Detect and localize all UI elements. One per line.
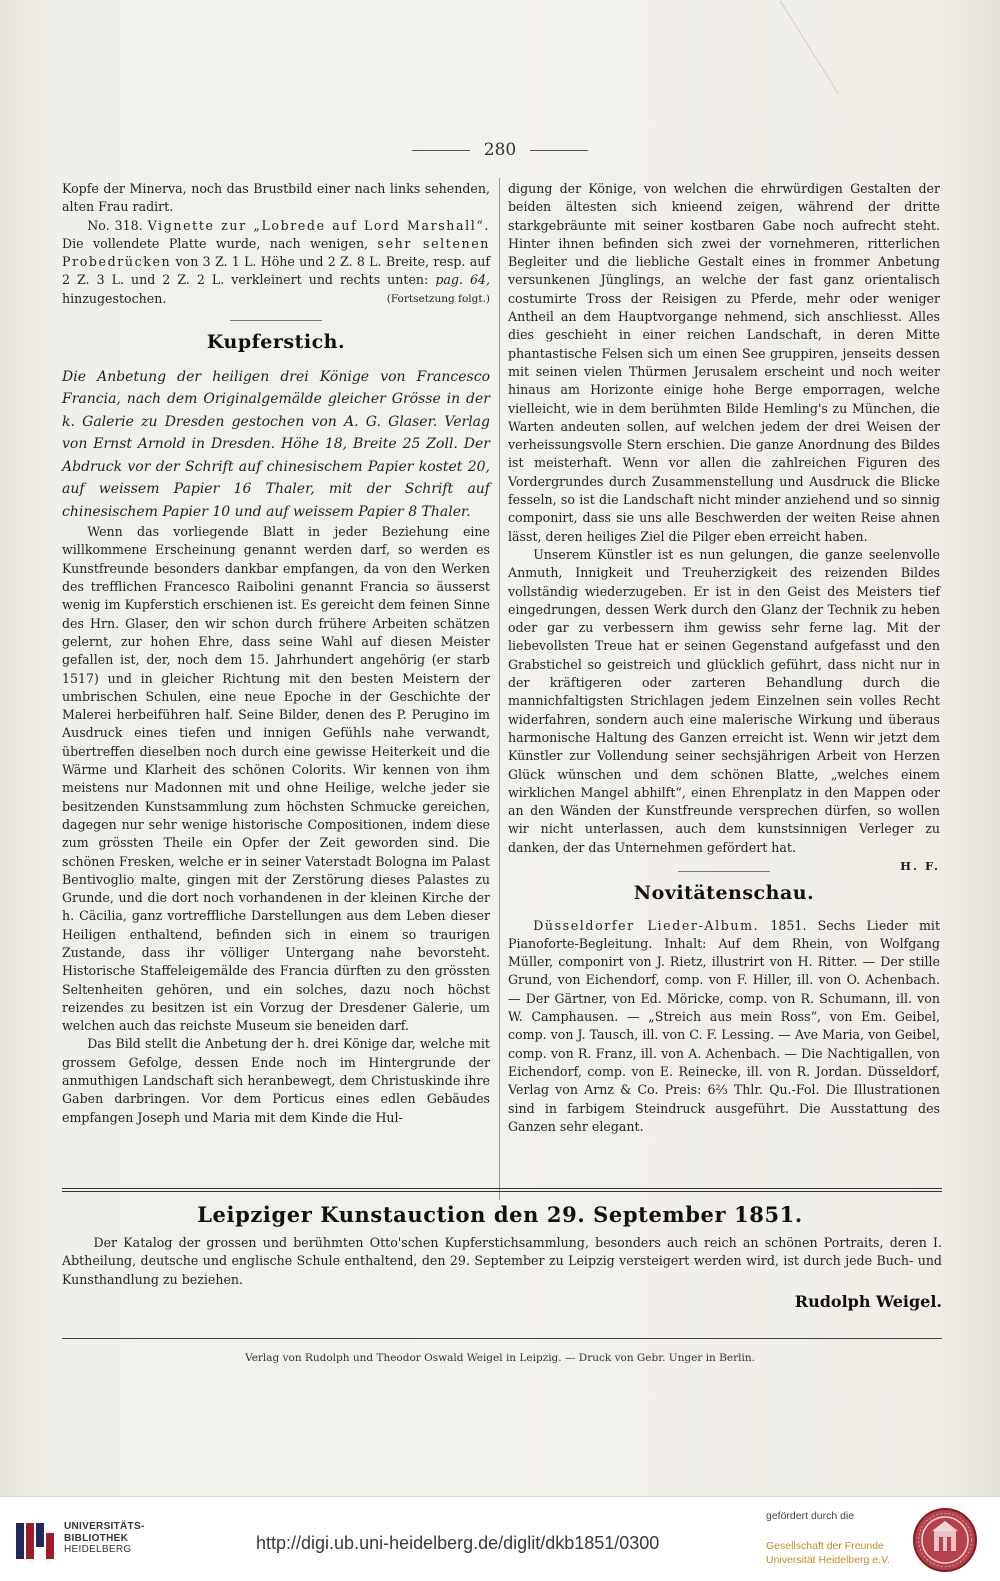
library-name	[64, 1521, 145, 1556]
sponsor-name-2: Universität Heidelberg e.V.	[766, 1554, 890, 1566]
novitaet-title: Düsseldorfer Lieder-Album.	[533, 917, 760, 933]
review-signoff: H. F.	[900, 858, 940, 873]
digitization-footer	[0, 1496, 1000, 1581]
review-paragraph-1: Wenn das vorliegende Blatt in jeder Beziehung eine willkommene Erscheinung genannt werden darf, so werden es Kunstfreunde besonders dankbar empfangen, da von den Werken des trefflichen Francesco Raibolini genannt Francia so äusserst wenig im Kupferstich erschienen ist. Es gereicht dem feinen Sinne des Hrn. Glaser, den wir schon durch frühere Arbeiten schätzen gelernt, zur hohen Ehre, dass seine Wahl auf diesen Meister gefallen ist, der, noch dem 15. Jahrhundert angehörig (er starb 1517) und in gleicher Richtung mit den besten Meistern der umbrischen Schulen, eine neue Epoche in der Geschichte der Malerei herbeiführen half. Seine Bilder, denen des P. Perugino im Ausdruck eines tiefen und innigen Gefühls nahe verwandt, übertreffen dieselben noch durch eine gewisse Heiterkeit und die Wärme und Klarheit des schönen Colorits. Wir kennen von ihm meistens nur Madonnen mit und ohne Heilige, welche jeder sie besitzenden Kunstsammlung zum höchsten Schmucke gereichen, dagegen nur sehr wenige historische Compositionen, indem diese zum grössten Theile ein Opfer der Zeit geworden sind. Die schönen Fresken, welche er in seiner Vaterstadt Bologna im Palast Bentivoglio malte, gingen mit der Zerstörung dieses Palastes zu Grunde, und die dort noch vorhandenen in der kleinen Kirche der h. Cäcilia, ganz vortreffliche Darstellungen aus dem Leben dieser Heiligen enthaltend, befinden sich in einem so traurigen Zustande, dass ihr völliger Untergang nahe bevorsteht. Historische Staffeleigemälde des Francia dürften zu den grössten Seltenheiten gehören, und ein solches, dazu noch höchst reizendes zu besitzen ist ein Vorzug der Dresdener Galerie, um welchen auch das reichste Museum sie beneiden darf.	[62, 524, 490, 1034]
section-rule	[230, 320, 322, 321]
novitaet-text: 1851. Sechs Lieder mit Pianoforte-Begleitung. Inhalt: Auf dem Rhein, von Wolfgang Müller, componirt von J. Rietz, illustrirt von H. Ritter. — Der stille Grund, von Eichendorf, comp. von F. Hiller, ill. von O. Achenbach. — Der Gärtner, von Ed. Möricke, comp. von R. Schumann, ill. von W. Camphausen. — „Streich aus mein Ross“, von Em. Geibel, comp. von J. Tausch, ill. von C. F. Lessing. — Ave Maria, von Geibel, comp. von R. Franz, ill. von A. Achenbach. — Die Nachtigallen, von Eichendorf, comp. von E. Reinecke, ill. von R. Jordan. Düsseldorf, Verlag von Arnz & Co. Preis: 6⅔ Thlr. Qu.-Fol. Die Illustrationen sind in farbigem Steindruck ausgeführt. Die Ausstattung des Ganzen sehr elegant.	[508, 917, 941, 1134]
auction-notice	[62, 1234, 942, 1289]
library-line-1: UNIVERSITÄTS-	[64, 1521, 145, 1532]
continuation-paragraph: Kopfe der Minerva, noch das Brustbild einer nach links sehenden, alten Frau radirt.	[62, 181, 490, 215]
review-paragraph-4: Unserem Künstler ist es nun gelungen, die ganze seelenvolle Anmuth, Innigkeit und Treuherzigkeit des reizenden Bildes vollständig wiederzugeben. Er ist in den Geist des Meisters tief eingedrungen, dessen Werk durch den Glanz der Technik zu heben oder gar zu verbessern ihm gewiss sehr ferne lag. Mit der liebevollsten Treue hat er seinen Gegenstand aufgefasst und den Grabstichel so geistreich und glücklich geführt, dass nicht nur in der kräftigeren oder zarteren Behandlung durch die mannichfaltigsten Strichlagen jedem Einzelnen sein volles Recht widerfahren, sondern auch eine malerische Wirkung und überaus harmonische Haltung des Ganzen erreicht ist. Wenn wir jetzt dem Künstler zur Vollendung seiner sechsjährigen Arbeit von Herzen Glück wünschen und dem schönen Blatte, „welches einem wirklichen Mangel abhilft“, einen Ehrenplatz in den Mappen oder an den Wänden der Kunstfreunde versprechen dürfen, so wollen wir nicht unterlassen, auch dem kunstsinnigen Verleger zu danken, der das Unternehmen gefördert hat.	[508, 546, 940, 855]
library-line-2: BIBLIOTHEK	[64, 1532, 129, 1544]
entry-spaced-text: sehr seltenen Probedrücken	[62, 235, 490, 270]
ub-heidelberg-logo-icon	[14, 1519, 58, 1563]
permalink[interactable]: http://digi.ub.uni-heidelberg.de/diglit/dkb1851/0300	[256, 1533, 660, 1553]
library-line-3: HEIDELBERG	[64, 1544, 132, 1555]
imprint-line: Verlag von Rudolph und Theodor Oswald Weigel in Leipzig. — Druck von Gebr. Unger in Berlin.	[245, 1352, 755, 1364]
page-number-dash-left	[412, 150, 470, 151]
left-column	[62, 180, 490, 1127]
sponsor-block	[766, 1509, 890, 1567]
bibliographic-entry: Die Anbetung der heiligen drei Könige von Francesco Francia, nach dem Originalgemälde gleicher Grösse in der k. Galerie zu Dresden gestochen von A. G. Glaser. Verlag von Ernst Arnold in Dresden. Höhe 18, Breite 25 Zoll. Der Abdruck vor der Schrift auf chinesischem Papier kostet 20, auf weissem Papier 16 Thaler, mit der Schrift auf chinesischem Papier 10 und auf weissem Papier 8 Thaler.	[62, 368, 490, 520]
section-rule-2	[678, 871, 770, 872]
review-paragraph-3: digung der Könige, von welchen die ehrwürdigen Gestalten der beiden ältesten sich knieend zeigen, während der dritte starkgebräunte mit seiner kostbaren Gabe noch aufrecht steht. Hinter ihnen befinden sich zwei der vornehmeren, ritterlichen Begleiter und die liebliche Gestalt eines in frommer Anbetung versunkenen Jünglings, an welche der fast ganz orientalisch costumirte Tross der Reisigen zu Pferde, mehr oder weniger Antheil an dem Hauptvorgange nehmend, sich anschliesst. Alles dies geschieht in einer reichen Landschaft, in deren Mitte phantastische Felsen sich um einen See gruppiren, jenseits dessen mit seinen vielen Thürmen Jerusalem erscheint und noch weiter hinaus am Horizonte einige hohe Berge emporragen, welche vielleicht, wie in dem berühmten Bilde Hemling's zu München, die Warten andeuten sollen, auf welchen jedem der drei Weisen der verheissungsvolle Stern erschien. Die ganze Anordnung des Bildes ist meisterhaft. Wenn vor allen die zahlreichen Figuren des Vordergrundes durch Zusammenstellung und Ausdruck die Blicke fesseln, so ist die Landschaft nicht minder anziehend und so sinnig componirt, dass sie uns alle Beschwerden der weiten Reise ahnen lässt, deren heiliges Ziel die Pilger eben erreicht haben.	[508, 181, 940, 544]
sponsor-label: gefördert durch die	[766, 1510, 855, 1522]
sponsor-name-1: Gesellschaft der Freunde	[766, 1540, 884, 1552]
entry-italic: pag. 64,	[435, 272, 490, 288]
entry-title: Vignette zur „Lobrede auf Lord Marshall“.	[147, 217, 490, 233]
university-seal-icon	[912, 1507, 978, 1573]
page-number-dash-right	[530, 150, 588, 151]
auction-top-rule	[62, 1188, 942, 1192]
auction-signature: Rudolph Weigel.	[794, 1292, 942, 1311]
review-paragraph-2: Das Bild stellt die Anbetung der h. drei Könige dar, welche mit grossem Gefolge, dessen Ende noch im Hintergrunde der anmuthigen Landschaft sich heranbewegt, dem Christuskinde ihre Gaben darbringen. Vor dem Porticus eines edlen Gebäudes empfangen Joseph und Maria mit dem Kinde die Hul-	[62, 1036, 490, 1125]
column-divider	[499, 178, 500, 1200]
page-number-text: 280	[483, 140, 517, 160]
section-heading-kupferstich: Kupferstich.	[206, 331, 346, 354]
imprint-top-rule	[62, 1338, 942, 1339]
page-number	[0, 140, 1000, 160]
entry-text-3: hinzugestochen.	[62, 290, 167, 306]
section-heading-novitaeten: Novitätenschau.	[633, 882, 815, 905]
novitaet-entry	[508, 917, 940, 1137]
auction-heading: Leipziger Kunstauction den 29. September 1851.	[197, 1202, 803, 1227]
entry-text-2: von 3 Z. 1 L. Höhe und 2 Z. 8 L. Breite, resp. auf 2 Z. 3 L. und 2 Z. 2 L. verkleinert und rechts unten:	[62, 254, 490, 288]
entry-text-1: Die vollendete Platte wurde, nach wenigen,	[62, 235, 369, 251]
continued-note: (Fortsetzung folgt.)	[386, 293, 490, 306]
entry-number: No. 318.	[87, 217, 143, 233]
right-column	[508, 180, 940, 1136]
auction-paragraph: Der Katalog der grossen und berühmten Otto'schen Kupferstichsammlung, besonders auch reich an schönen Portraits, deren I. Abtheilung, deutsche und englische Schule enthaltend, den 29. September zu Leipzig versteigert werden wird, ist durch jede Buch- und Kunsthandlung zu beziehen.	[62, 1235, 942, 1287]
